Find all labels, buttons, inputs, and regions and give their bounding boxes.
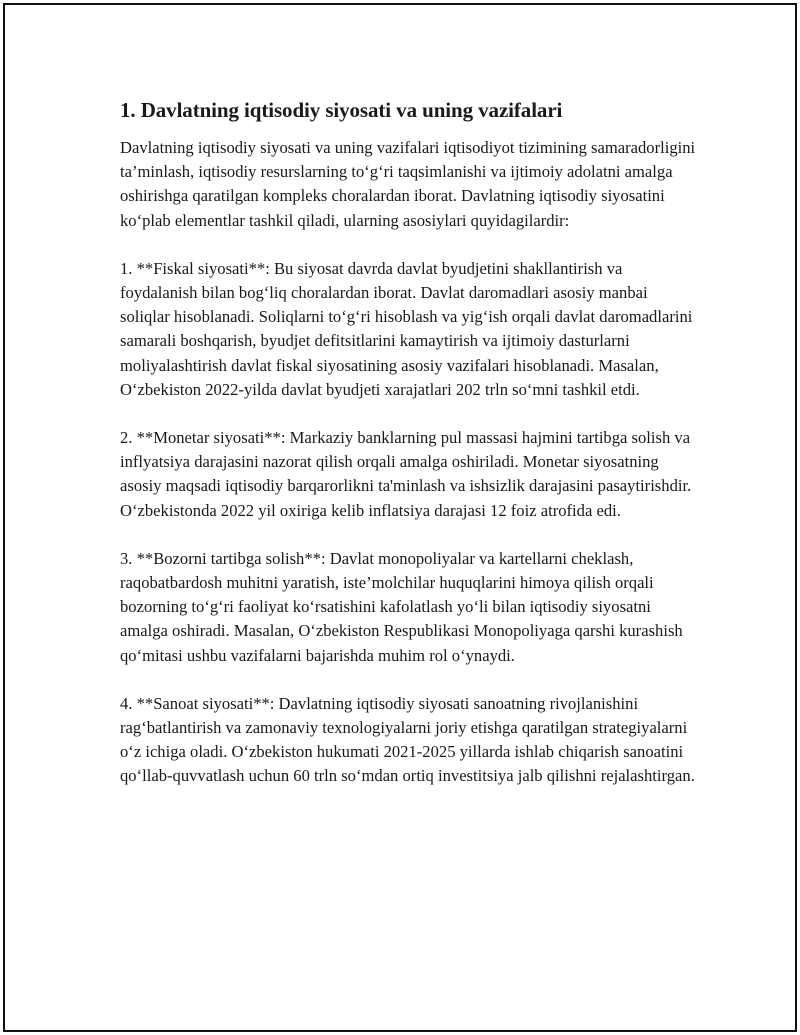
monetary-policy-paragraph: 2. **Monetar siyosati**: Markaziy banklarning pul massasi hajmini tartibga solish va inflyatsiya darajasini nazorat qilish orqali amalga oshiriladi. Monetar siyosatning asosiy maqsadi iqtisodiy barqarorlikni ta'minlash va ishsizlik darajasini pasaytirishdir. O‘zbekistonda 2022 yil oxiriga kelib inflatsiya darajasi 12 foiz atrofida edi. — [120, 428, 692, 520]
page-frame — [3, 3, 797, 1032]
section-heading: 1. Davlatning iqtisodiy siyosati va uning vazifalari — [120, 98, 563, 122]
intro-paragraph: Davlatning iqtisodiy siyosati va uning vazifalari iqtisodiyot tizimining samaradorligini ta’minlash, iqtisodiy resurslarning to‘g‘ri taqsimlanishi va ijtimoiy adolatni amalga oshirishga qaratilgan kompleks choralardan iborat. Davlatning iqtisodiy siyosatini ko‘plab elementlar tashkil qiladi, ularning asosiylari quyidagilardir: — [120, 138, 696, 230]
fiscal-policy-paragraph: 1. **Fiskal siyosati**: Bu siyosat davrda davlat byudjetini shakllantirish va foydalanish bilan bog‘liq choralardan iborat. Davlat daromadlari asosiy manbai soliqlar hisoblanadi. Soliqlarni to‘g‘ri hisoblash va yig‘ish orqali davlat daromadlarini samarali boshqarish, byudjet defitsitlarini kamaytirish va ijtimoiy dasturlarni moliyalashtirish davlat fiskal siyosatining asosiy vazifalari hisoblanadi. Masalan, O‘zbekiston 2022-yilda davlat byudjeti xarajatlari 202 trln so‘mni tashkil etdi. — [120, 258, 693, 399]
industrial-policy-paragraph: 4. **Sanoat siyosati**: Davlatning iqtisodiy siyosati sanoatning rivojlanishini rag‘batlantirish va zamonaviy texnologiyalarni joriy etishga qaratilgan strategiyalarni o‘z ichiga oladi. O‘zbekiston hukumati 2021-2025 yillarda ishlab chiqarish sanoatini qo‘llab-quvvatlash uchun 60 trln so‘mdan ortiq investitsiya jalb qilishni rejalashtirgan. — [120, 693, 695, 786]
market-regulation-paragraph: 3. **Bozorni tartibga solish**: Davlat monopoliyalar va kartellarni cheklash, raqobatbardosh muhitni yaratish, iste’molchilar huquqlarini himoya qilish orqali bozorning to‘g‘ri faoliyat ko‘rsatishini kafolatlash yo‘li bilan iqtisodiy siyosatni amalga oshiradi. Masalan, O‘zbekiston Respublikasi Monopoliyaga qarshi kurashish qo‘mitasi ushbu vazifalarni bajarishda muhim rol o‘ynaydi. — [120, 548, 683, 665]
document-body — [120, 96, 700, 813]
